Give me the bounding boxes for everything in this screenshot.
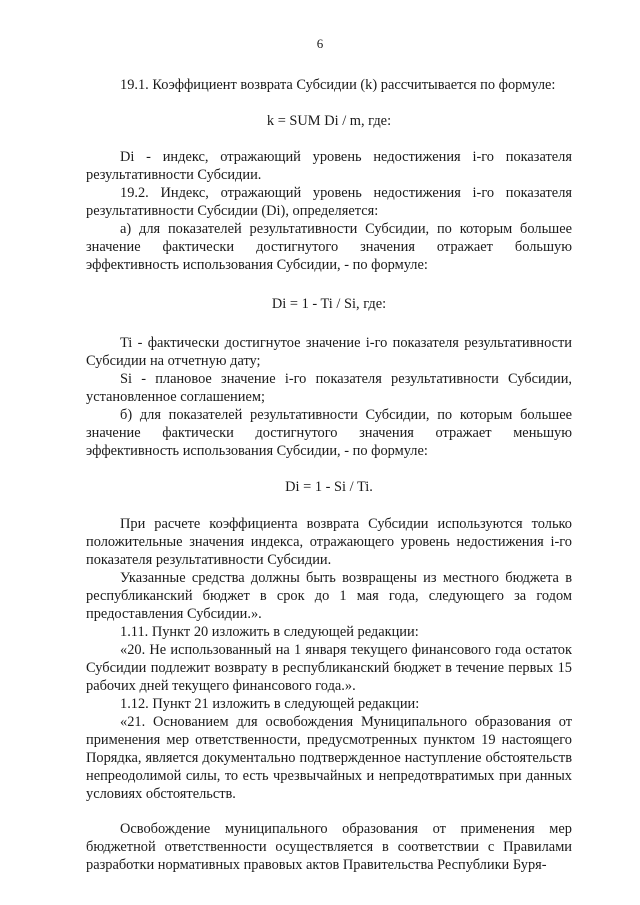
formula-di-b: Di = 1 - Si / Ti.: [285, 479, 373, 495]
paragraph-positive-values: При расчете коэффициента возврата Субсидии используются только положительные значения индекса, отражающего уровень недостижения i-го показателя результативности Субсидии.: [86, 516, 572, 568]
paragraph-di-definition: Di - индекс, отражающий уровень недостижения i-го показателя результативности Субсидии.: [86, 149, 572, 183]
paragraph-1-11: 1.11. Пункт 20 изложить в следующей редакции:: [120, 624, 419, 640]
paragraph-ti-definition: Ti - фактически достигнутое значение i-го показателя результативности Субсидии на отчетную дату;: [86, 335, 572, 369]
document-body: [86, 76, 572, 874]
formula-k: k = SUM Di / m, где:: [266, 113, 392, 129]
paragraph-item-b: б) для показателей результативности Субсидии, по которым большее значение фактически достигнутого значения отражает меньшую эффективность использования Субсидии, - по формуле:: [86, 407, 572, 459]
paragraph-clause-20: «20. Не использованный на 1 января текущего финансового года остаток Субсидии подлежит возврату в республиканский бюджет в течение первых 15 рабочих дней текущего финансового года.».: [86, 642, 572, 694]
page-number: 6: [316, 36, 324, 51]
paragraph-return-deadline: Указанные средства должны быть возвращены из местного бюджета в республиканский бюджет в срок до 1 мая года, следующего за годом предоставления Субсидии.».: [86, 570, 572, 622]
paragraph-1-12: 1.12. Пункт 21 изложить в следующей редакции:: [120, 696, 420, 712]
paragraph-19-2: 19.2. Индекс, отражающий уровень недостижения i-го показателя результативности Субсидии (Di), определяется:: [86, 185, 572, 219]
paragraph-clause-21: «21. Основанием для освобождения Муниципального образования от применения мер ответственности, предусмотренных пунктом 19 настоящего Порядка, является документально подтвержденное наступление обстоятельств непреодолимой силы, то есть чрезвычайных и непредотвратимых при данных условиях обстоятельств.: [86, 714, 572, 802]
formula-di-a: Di = 1 - Ti / Si, где:: [271, 296, 387, 312]
paragraph-19-1: 19.1. Коэффициент возврата Субсидии (k) рассчитывается по формуле:: [120, 77, 556, 93]
paragraph-item-a: а) для показателей результативности Субсидии, по которым большее значение фактически достигнутого значения отражает большую эффективность использования Субсидии, - по формуле:: [86, 221, 572, 273]
paragraph-si-definition: Si - плановое значение i-го показателя результативности Субсидии, установленное соглашением;: [86, 371, 572, 405]
paragraph-exemption: Освобождение муниципального образования от применения мер бюджетной ответственности осуществляется в соответствии с Правилами разработки нормативных правовых актов Правительства Республики Буря-: [86, 821, 572, 873]
